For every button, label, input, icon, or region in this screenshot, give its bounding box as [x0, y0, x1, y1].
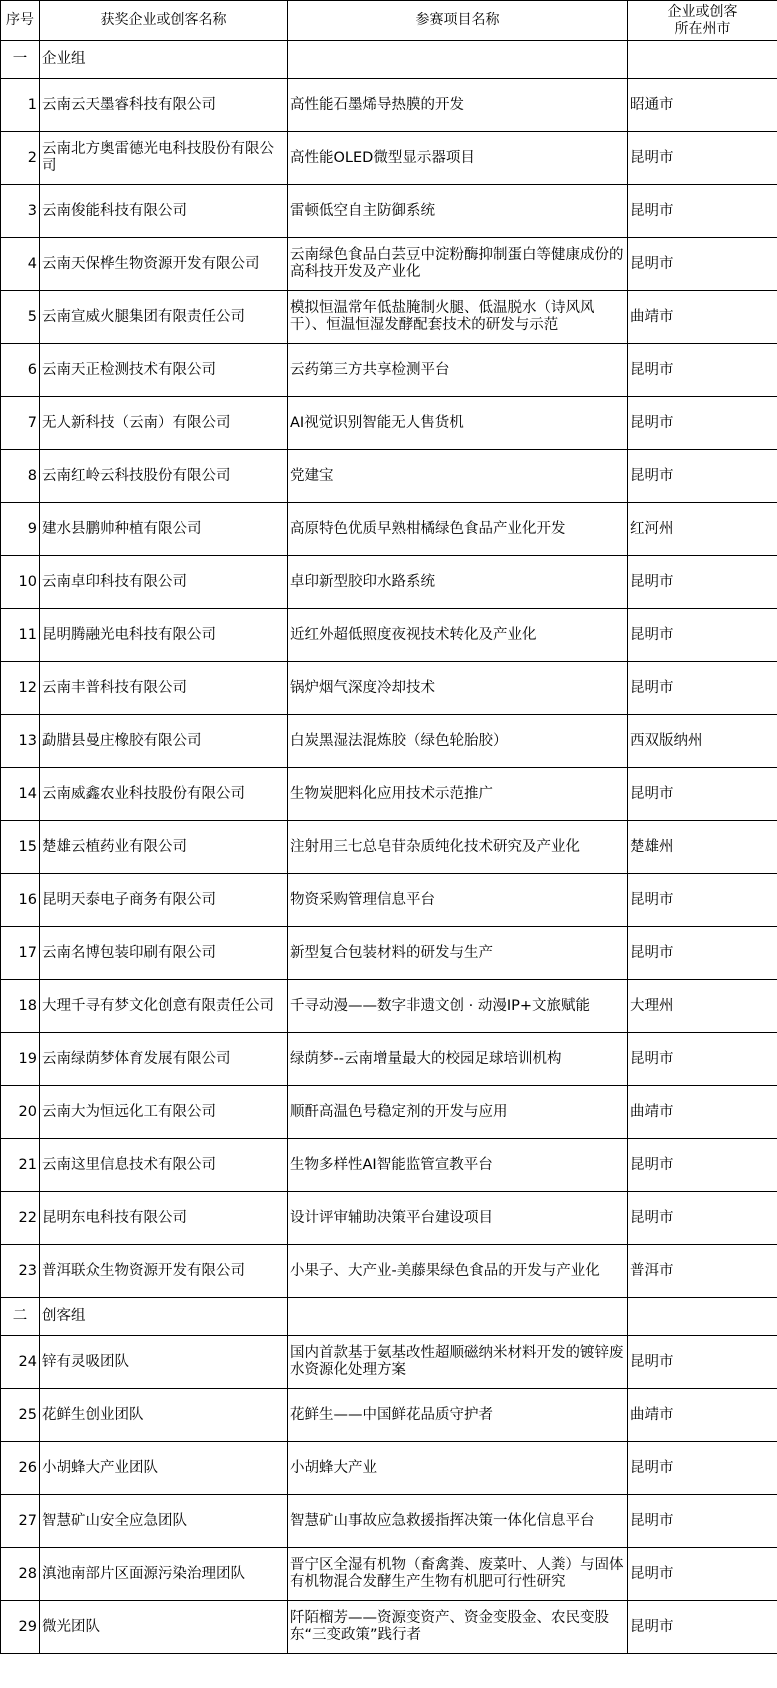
row-number: 29 — [1, 1601, 40, 1654]
city-name: 昆明市 — [628, 662, 777, 715]
city-name: 昆明市 — [628, 1442, 777, 1495]
row-number: 7 — [1, 397, 40, 450]
city-name: 楚雄州 — [628, 821, 777, 874]
project-name: 小果子、大产业-美藤果绿色食品的开发与产业化 — [288, 1245, 628, 1298]
project-name: 花鲜生——中国鲜花品质守护者 — [288, 1389, 628, 1442]
winner-name: 花鲜生创业团队 — [40, 1389, 288, 1442]
row-number: 19 — [1, 1033, 40, 1086]
row-number: 16 — [1, 874, 40, 927]
city-name: 昆明市 — [628, 397, 777, 450]
table-row — [1, 609, 777, 662]
project-name: AI视觉识别智能无人售货机 — [288, 397, 628, 450]
group-label: 企业组 — [40, 41, 288, 79]
winner-name: 建水县鹏帅种植有限公司 — [40, 503, 288, 556]
winner-name: 滇池南部片区面源污染治理团队 — [40, 1548, 288, 1601]
project-name: 物资采购管理信息平台 — [288, 874, 628, 927]
table-row — [1, 927, 777, 980]
city-name: 昆明市 — [628, 1139, 777, 1192]
table-header-row — [1, 1, 777, 41]
project-name: 白炭黑湿法混炼胶（绿色轮胎胶） — [288, 715, 628, 768]
city-name: 大理州 — [628, 980, 777, 1033]
table-row — [1, 980, 777, 1033]
project-name: 设计评审辅助决策平台建设项目 — [288, 1192, 628, 1245]
row-number: 6 — [1, 344, 40, 397]
project-name: 锅炉烟气深度冷却技术 — [288, 662, 628, 715]
table-row — [1, 874, 777, 927]
row-number: 14 — [1, 768, 40, 821]
row-number: 28 — [1, 1548, 40, 1601]
project-name: 高性能OLED微型显示器项目 — [288, 132, 628, 185]
row-number: 25 — [1, 1389, 40, 1442]
table-row — [1, 238, 777, 291]
winner-name: 云南这里信息技术有限公司 — [40, 1139, 288, 1192]
row-number: 9 — [1, 503, 40, 556]
table-row — [1, 132, 777, 185]
group-empty-cell — [628, 41, 777, 79]
project-name: 晋宁区全湿有机物（畜禽粪、废菜叶、人粪）与固体有机物混合发酵生产生物有机肥可行性研究 — [288, 1548, 628, 1601]
winner-name: 云南威鑫农业科技股份有限公司 — [40, 768, 288, 821]
winner-name: 普洱联众生物资源开发有限公司 — [40, 1245, 288, 1298]
project-name: 千寻动漫——数字非遗文创 · 动漫IP+文旅赋能 — [288, 980, 628, 1033]
city-name: 昆明市 — [628, 1548, 777, 1601]
city-name: 昆明市 — [628, 344, 777, 397]
table-row — [1, 768, 777, 821]
row-number: 27 — [1, 1495, 40, 1548]
group-label: 创客组 — [40, 1298, 288, 1336]
winner-name: 云南宣威火腿集团有限责任公司 — [40, 291, 288, 344]
winner-name: 云南绿荫梦体育发展有限公司 — [40, 1033, 288, 1086]
header-city-line1: 企业或创客 — [667, 3, 738, 20]
project-name: 国内首款基于氨基改性超顺磁纳米材料开发的镀锌废水资源化处理方案 — [288, 1336, 628, 1389]
group-empty-cell — [288, 41, 628, 79]
row-number: 11 — [1, 609, 40, 662]
winner-name: 昆明东电科技有限公司 — [40, 1192, 288, 1245]
city-name: 昆明市 — [628, 1495, 777, 1548]
group-index: 一 — [1, 41, 40, 79]
project-name: 生物炭肥料化应用技术示范推广 — [288, 768, 628, 821]
table-row — [1, 1192, 777, 1245]
project-name: 卓印新型胶印水路系统 — [288, 556, 628, 609]
table-row — [1, 821, 777, 874]
row-number: 15 — [1, 821, 40, 874]
table-row — [1, 185, 777, 238]
table-row — [1, 1086, 777, 1139]
winner-name: 昆明腾融光电科技有限公司 — [40, 609, 288, 662]
project-name: 绿荫梦--云南增量最大的校园足球培训机构 — [288, 1033, 628, 1086]
project-name: 注射用三七总皂苷杂质纯化技术研究及产业化 — [288, 821, 628, 874]
project-name: 小胡蜂大产业 — [288, 1442, 628, 1495]
project-name: 云南绿色食品白芸豆中淀粉酶抑制蛋白等健康成份的高科技开发及产业化 — [288, 238, 628, 291]
table-row — [1, 450, 777, 503]
city-name: 西双版纳州 — [628, 715, 777, 768]
city-name: 昆明市 — [628, 1601, 777, 1654]
header-name: 获奖企业或创客名称 — [40, 1, 288, 41]
city-name: 昆明市 — [628, 450, 777, 503]
table-row — [1, 344, 777, 397]
city-name: 昆明市 — [628, 874, 777, 927]
row-number: 3 — [1, 185, 40, 238]
row-number: 23 — [1, 1245, 40, 1298]
project-name: 顺酐高温色号稳定剂的开发与应用 — [288, 1086, 628, 1139]
table-row — [1, 1495, 777, 1548]
row-number: 18 — [1, 980, 40, 1033]
winner-name: 智慧矿山安全应急团队 — [40, 1495, 288, 1548]
table-row — [1, 1442, 777, 1495]
table-row — [1, 397, 777, 450]
city-name: 曲靖市 — [628, 291, 777, 344]
row-number: 26 — [1, 1442, 40, 1495]
row-number: 24 — [1, 1336, 40, 1389]
winner-name: 云南云天墨睿科技有限公司 — [40, 79, 288, 132]
city-name: 红河州 — [628, 503, 777, 556]
header-project: 参赛项目名称 — [288, 1, 628, 41]
group-empty-cell — [288, 1298, 628, 1336]
row-number: 10 — [1, 556, 40, 609]
winner-name: 云南天保桦生物资源开发有限公司 — [40, 238, 288, 291]
table-row — [1, 1336, 777, 1389]
table-row — [1, 1601, 777, 1654]
winner-name: 云南名博包装印刷有限公司 — [40, 927, 288, 980]
winner-name: 大理千寻有梦文化创意有限责任公司 — [40, 980, 288, 1033]
table-row — [1, 1033, 777, 1086]
winner-name: 云南俊能科技有限公司 — [40, 185, 288, 238]
winner-name: 云南天正检测技术有限公司 — [40, 344, 288, 397]
winner-name: 云南北方奥雷德光电科技股份有限公司 — [40, 132, 288, 185]
project-name: 智慧矿山事故应急救援指挥决策一体化信息平台 — [288, 1495, 628, 1548]
winner-name: 云南卓印科技有限公司 — [40, 556, 288, 609]
table-row — [1, 715, 777, 768]
table-row — [1, 1245, 777, 1298]
row-number: 20 — [1, 1086, 40, 1139]
winner-name: 云南丰普科技有限公司 — [40, 662, 288, 715]
table-row — [1, 1139, 777, 1192]
table-row — [1, 662, 777, 715]
project-name: 高原特色优质早熟柑橘绿色食品产业化开发 — [288, 503, 628, 556]
table-row — [1, 556, 777, 609]
header-no: 序号 — [1, 1, 40, 41]
project-name: 党建宝 — [288, 450, 628, 503]
group-empty-cell — [628, 1298, 777, 1336]
row-number: 21 — [1, 1139, 40, 1192]
city-name: 昆明市 — [628, 1033, 777, 1086]
city-name: 昆明市 — [628, 132, 777, 185]
table-row — [1, 1389, 777, 1442]
project-name: 生物多样性AI智能监管宣教平台 — [288, 1139, 628, 1192]
city-name: 曲靖市 — [628, 1086, 777, 1139]
project-name: 雷顿低空自主防御系统 — [288, 185, 628, 238]
project-name: 高性能石墨烯导热膜的开发 — [288, 79, 628, 132]
winner-name: 小胡蜂大产业团队 — [40, 1442, 288, 1495]
winner-name: 微光团队 — [40, 1601, 288, 1654]
winner-name: 锌有灵吸团队 — [40, 1336, 288, 1389]
table-row — [1, 291, 777, 344]
city-name: 昆明市 — [628, 1336, 777, 1389]
winner-name: 无人新科技（云南）有限公司 — [40, 397, 288, 450]
table-row — [1, 1548, 777, 1601]
project-name: 近红外超低照度夜视技术转化及产业化 — [288, 609, 628, 662]
city-name: 昆明市 — [628, 556, 777, 609]
city-name: 昭通市 — [628, 79, 777, 132]
row-number: 12 — [1, 662, 40, 715]
project-name: 云药第三方共享检测平台 — [288, 344, 628, 397]
winner-name: 云南红岭云科技股份有限公司 — [40, 450, 288, 503]
city-name: 昆明市 — [628, 927, 777, 980]
header-city-line2: 所在州市 — [674, 20, 731, 37]
group-header-row — [1, 41, 777, 79]
project-name: 新型复合包装材料的研发与生产 — [288, 927, 628, 980]
city-name: 昆明市 — [628, 185, 777, 238]
table-row — [1, 79, 777, 132]
project-name: 阡陌榴芳——资源变资产、资金变股金、农民变股东“三变政策”践行者 — [288, 1601, 628, 1654]
city-name: 昆明市 — [628, 609, 777, 662]
project-name: 模拟恒温常年低盐腌制火腿、低温脱水（诗风风干）、恒温恒湿发酵配套技术的研发与示范 — [288, 291, 628, 344]
row-number: 22 — [1, 1192, 40, 1245]
group-index: 二 — [1, 1298, 40, 1336]
row-number: 8 — [1, 450, 40, 503]
header-city — [628, 1, 777, 41]
city-name: 曲靖市 — [628, 1389, 777, 1442]
city-name: 昆明市 — [628, 768, 777, 821]
winner-name: 勐腊县曼庄橡胶有限公司 — [40, 715, 288, 768]
row-number: 4 — [1, 238, 40, 291]
winner-name: 云南大为恒远化工有限公司 — [40, 1086, 288, 1139]
row-number: 2 — [1, 132, 40, 185]
group-header-row — [1, 1298, 777, 1336]
winner-name: 楚雄云植药业有限公司 — [40, 821, 288, 874]
city-name: 普洱市 — [628, 1245, 777, 1298]
city-name: 昆明市 — [628, 238, 777, 291]
table-row — [1, 503, 777, 556]
table-body — [1, 41, 777, 1654]
row-number: 13 — [1, 715, 40, 768]
row-number: 17 — [1, 927, 40, 980]
row-number: 1 — [1, 79, 40, 132]
row-number: 5 — [1, 291, 40, 344]
winner-name: 昆明天泰电子商务有限公司 — [40, 874, 288, 927]
city-name: 昆明市 — [628, 1192, 777, 1245]
